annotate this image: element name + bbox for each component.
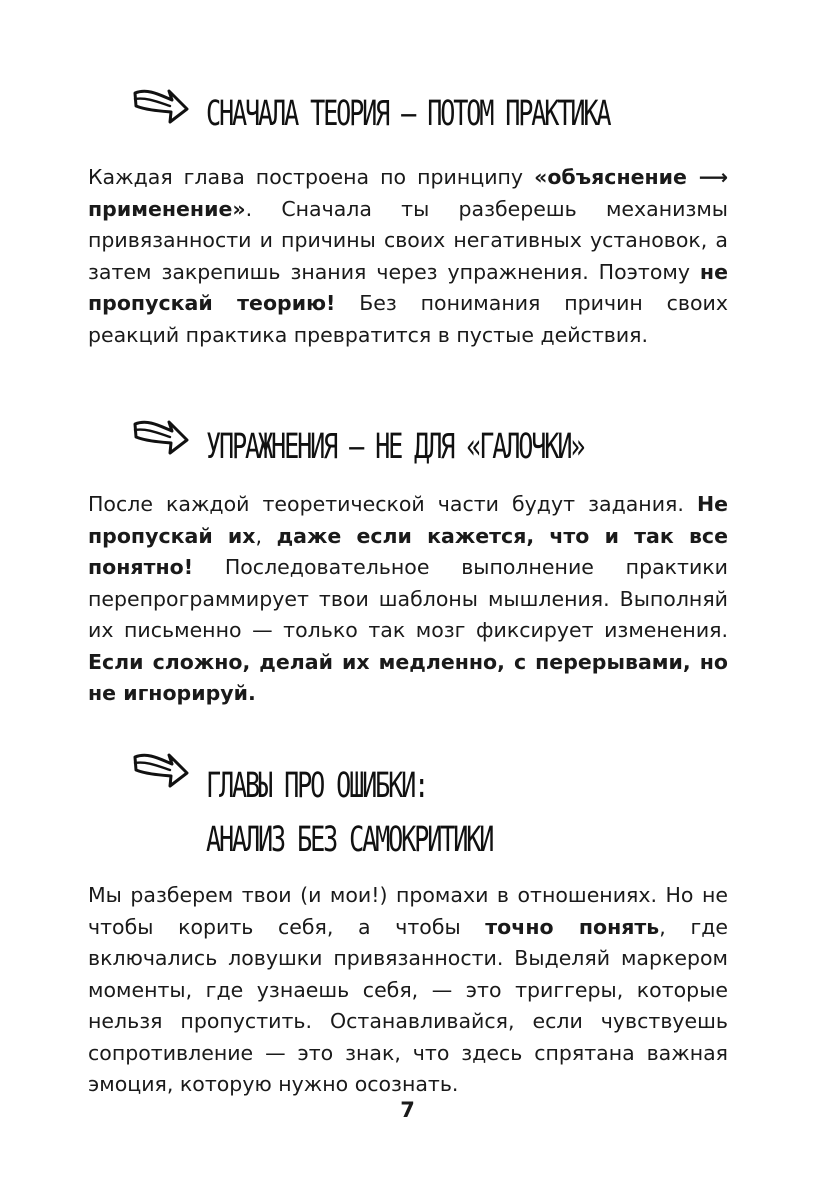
section-mistakes: [88, 748, 728, 1101]
body-text: , где включались ловушки привязанности. Выделяй маркером моменты, где узнаешь себя, — это триггеры, которые нельзя пропустить. Останавливайся, если чувствуешь сопротивление — это знак, что здесь спрятана важная эмоция, которую нужно осознать.: [88, 914, 729, 1096]
body-text: . Сначала ты разберешь механизмы привязанности и причины своих негативных установок, а затем закрепишь знания через упражнения. Поэтому: [88, 196, 728, 284]
section-title: [206, 762, 604, 864]
section-theory-first: [88, 84, 728, 351]
section-heading: [88, 748, 728, 864]
body-text: Мы разберем твои (и мои!) промахи в отношениях. Но не чтобы корить себя, а чтобы: [88, 883, 728, 939]
section-body: [88, 489, 728, 710]
section-exercises: [88, 415, 728, 710]
body-text-bold: Если сложно, делай их медленно, с перерывами, но не игнорируй.: [88, 649, 728, 705]
hand-drawn-arrow-icon: [132, 84, 190, 126]
body-text: Последовательное выполнение практики перепрограммирует твои шаблоны мышления. Выполняй их письменно — только так мозг фиксирует изменения.: [88, 555, 728, 642]
section-title-line: АНАЛИЗ БЕЗ САМОКРИТИКИ: [206, 820, 493, 860]
section-body: [88, 162, 728, 351]
body-text: Каждая глава построена по принципу: [88, 165, 535, 189]
body-text-bold: не пропускай теорию!: [88, 259, 728, 315]
section-body: [88, 880, 728, 1101]
body-text-bold: точно понять: [485, 914, 660, 939]
body-text-bold: «объяснение ⟶ применение»: [88, 165, 728, 221]
body-text: После каждой теоретической части будут задания.: [88, 492, 697, 516]
hand-drawn-arrow-icon: [132, 415, 190, 457]
body-text: ,: [255, 523, 277, 548]
section-heading: [88, 415, 728, 471]
page-number: 7: [400, 1098, 415, 1122]
body-text-bold: Не пропускай их: [88, 492, 728, 548]
hand-drawn-arrow-icon: [132, 748, 190, 790]
section-title-line: ГЛАВЫ ПРО ОШИБКИ:: [206, 766, 428, 806]
section-title: УПРАЖНЕНИЯ — НЕ ДЛЯ «ГАЛОЧКИ»: [206, 427, 584, 467]
body-text: Без понимания причин своих реакций практика превратится в пустые действия.: [88, 291, 729, 347]
section-title: СНАЧАЛА ТЕОРИЯ — ПОТОМ ПРАКТИКА: [206, 94, 610, 134]
body-text-bold: даже если кажется, что и так все понятно!: [88, 523, 728, 579]
section-heading: [88, 84, 728, 138]
